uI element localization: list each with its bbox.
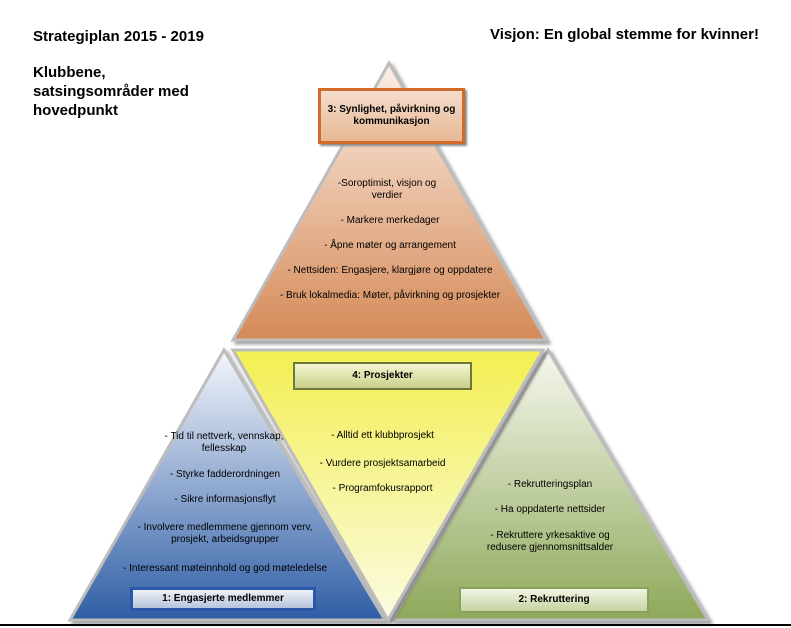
subtitle: Klubbene, satsingsområder med hovedpunkt — [33, 64, 189, 119]
top-item-5: - Bruk lokalmedia: Møter, påvirkning og prosjekter — [279, 290, 501, 301]
right-section-label: 2: Rekruttering — [459, 587, 649, 613]
top-item-4: - Nettsiden: Engasjere, klargjøre og oppdatere — [287, 265, 493, 276]
vision-statement: Visjon: En global stemme for kvinner! — [490, 26, 759, 43]
right-item-2: - Ha oppdaterte nettsider — [494, 504, 606, 515]
top-item-1: -Soroptimist, visjon og verdier — [337, 178, 437, 201]
center-item-3: - Programfokusrapport — [332, 483, 433, 494]
top-item-3: - Åpne møter og arrangement — [324, 240, 456, 251]
top-section-label: 3: Synlighet, påvirkning og kommunikasjon — [318, 88, 465, 144]
left-item-1: - Tid til nettverk, vennskap, fellesskap — [164, 431, 284, 454]
right-item-1: - Rekrutteringsplan — [507, 479, 593, 490]
center-item-2: - Vurdere prosjektsamarbeid — [319, 458, 446, 469]
center-item-1: - Alltid ett klubbprosjekt — [331, 430, 434, 441]
left-item-3: - Sikre informasjonsflyt — [174, 494, 276, 505]
bottom-rule — [0, 624, 791, 626]
left-section-label: 1: Engasjerte medlemmer — [130, 587, 316, 611]
top-item-2: - Markere merkedager — [340, 215, 440, 226]
left-item-5: - Interessant møteinnhold og god møteledelse — [123, 563, 327, 574]
plan-title: Strategiplan 2015 - 2019 — [33, 28, 204, 45]
left-item-4: - Involvere medlemmene gjennom verv, prosjekt, arbeidsgrupper — [137, 522, 313, 545]
center-section-label: 4: Prosjekter — [293, 362, 472, 390]
left-item-2: - Styrke fadderordningen — [169, 469, 281, 480]
right-item-3: - Rekruttere yrkesaktive og redusere gjennomsnittsalder — [486, 530, 614, 553]
